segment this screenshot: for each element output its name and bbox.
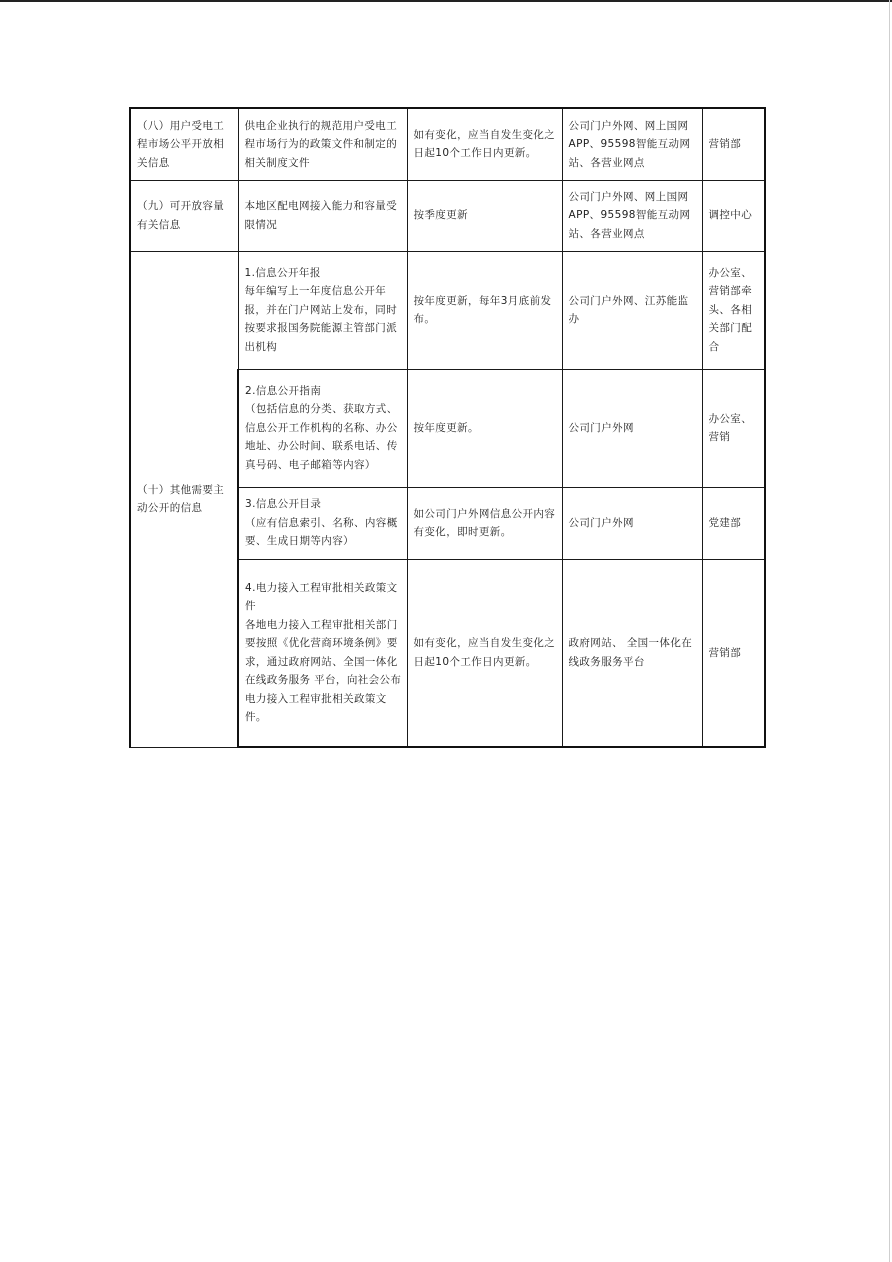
content-text: （包括信息的分类、获取方式、信息公开工作机构的名称、办公地址、办公时间、联系电话、传真号码、电子邮箱等内容） <box>245 403 398 471</box>
content-text: 本地区配电网接入能力和容量受限情况 <box>244 200 398 231</box>
content-heading: 4.电力接入工程审批相关政策文件 <box>245 581 398 613</box>
content-text: 各地电力接入工程审批相关部门要按照《优化营商环境条例》要求，通过政府网站、全国一体化在线政务服务 平台，向社会公布电力接入工程审批相关政策文件。 <box>245 618 402 724</box>
content-text: 供电企业执行的规范用户受电工程市场行为的政策文件和制定的相关制度文件 <box>244 119 398 169</box>
department-cell: 调控中心 <box>702 180 765 251</box>
content-heading: 1.信息公开年报 <box>244 266 321 279</box>
department-cell: 办公室、营销 <box>702 369 765 487</box>
category-cell: （十）其他需要主动公开的信息 <box>130 251 238 747</box>
update-frequency-cell: 按年度更新。 <box>407 369 562 487</box>
content-cell <box>238 108 407 180</box>
channel-cell: 政府网站、 全国一体化在线政务服务平台 <box>562 559 702 747</box>
department-cell: 营销部 <box>702 559 765 747</box>
update-frequency-cell: 如有变化，应当自发生变化之日起10个工作日内更新。 <box>407 559 562 747</box>
content-text: 每年编写上一年度信息公开年报，并在门户网站上发布，同时按要求报国务院能源主管部门派出机构 <box>244 285 398 353</box>
department-cell: 党建部 <box>702 487 765 559</box>
content-heading: 3.信息公开目录 <box>245 498 322 511</box>
channel-cell: 公司门户外网、网上国网APP、95598智能互动网站、各营业网点 <box>562 108 702 180</box>
channel-cell: 公司门户外网、网上国网APP、95598智能互动网站、各营业网点 <box>562 180 702 251</box>
update-frequency-cell: 如公司门户外网信息公开内容有变化，即时更新。 <box>407 487 562 559</box>
category-cell: （八）用户受电工程市场公平开放相关信息 <box>130 108 238 180</box>
table-row <box>130 251 765 369</box>
update-frequency-cell: 如有变化，应当自发生变化之日起10个工作日内更新。 <box>407 108 562 180</box>
table-row <box>130 180 765 251</box>
content-text: （应有信息索引、名称、内容概要、生成日期等内容） <box>245 516 398 548</box>
content-cell <box>238 369 407 487</box>
info-disclosure-table <box>129 107 766 748</box>
category-cell: （九）可开放容量有关信息 <box>130 180 238 251</box>
page-top-rule <box>0 0 892 2</box>
content-cell <box>238 180 407 251</box>
content-cell <box>238 487 407 559</box>
page-right-edge <box>889 0 890 1262</box>
table-row <box>130 108 765 180</box>
channel-cell: 公司门户外网、江苏能监办 <box>562 251 702 369</box>
content-cell <box>238 251 407 369</box>
department-cell: 办公室、营销部牵头、各相关部门配合 <box>702 251 765 369</box>
content-heading: 2.信息公开指南 <box>245 384 322 397</box>
department-cell: 营销部 <box>702 108 765 180</box>
channel-cell: 公司门户外网 <box>562 487 702 559</box>
channel-cell: 公司门户外网 <box>562 369 702 487</box>
update-frequency-cell: 按季度更新 <box>407 180 562 251</box>
content-cell <box>238 559 407 747</box>
update-frequency-cell: 按年度更新，每年3月底前发布。 <box>407 251 562 369</box>
